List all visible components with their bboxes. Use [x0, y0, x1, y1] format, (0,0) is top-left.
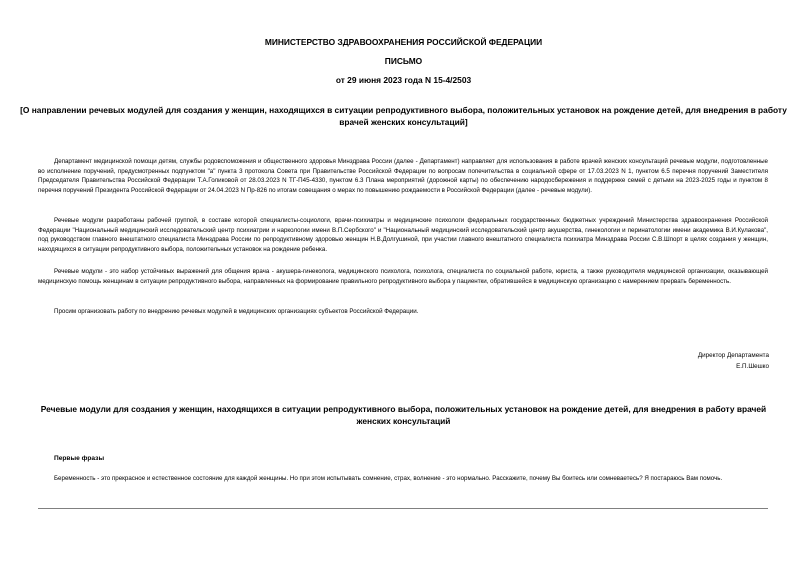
- bottom-divider: [38, 508, 768, 509]
- document-date-number: от 29 июня 2023 года N 15-4/2503: [335, 75, 472, 85]
- paragraph-4: Просим организовать работу по внедрению речевых модулей в медицинских организациях субъектов Российской Федерации.: [54, 308, 419, 315]
- paragraph-2: Речевые модули разработаны рабочей группой, в составе которой специалисты-социологи, врачи-психиатры и медицинские психологи федеральных государственных бюджетных учреждений Министерства здравоохранения Российской Федерации "Национальный медицинский исследовательский центр психиатрии и наркологии имени В.П.Сербского" и "Национальный медицинский исследовательский центр акушерства, гинекологии и перинатологии имени академика В.И.Кулакова", под руководством главного внештатного специалиста Минздрава России по репродуктивному здоровью женщин Н.В.Долгушиной, при участии главного внештатного специалиста психиатра Минздрава России С.В.Шпорт в целях создания у женщин, находящихся в ситуации репродуктивного выбора, положительных установок на рождение ребенка.: [38, 217, 768, 253]
- appendix-paragraph: Беременность - это прекрасное и естественное состояние для каждой женщины. Но при этом испытывать сомнение, страх, волнение - это нормально. Расскажите, почему Вы боитесь или сомневаетесь? Я постараюсь Вам помочь.: [54, 475, 723, 482]
- signer-name: Е.П.Шешко: [736, 363, 769, 370]
- signature-block: [698, 350, 769, 372]
- ministry-header: МИНИСТЕРСТВО ЗДРАВООХРАНЕНИЯ РОССИЙСКОЙ ФЕДЕРАЦИИ: [264, 37, 543, 47]
- section-heading: Первые фразы: [54, 455, 105, 462]
- appendix-title: Речевые модули для создания у женщин, находящихся в ситуации репродуктивного выбора, положительных установок на рождение детей, для внедрения в работу врачей женских консультаций: [40, 404, 767, 426]
- document-type: ПИСЬМО: [384, 56, 423, 66]
- signer-position: Директор Департамента: [697, 352, 769, 359]
- paragraph-3: Речевые модули - это набор устойчивых выражений для общения врача - акушера-гинеколога, медицинского психолога, психолога, специалиста по социальной работе, юриста, а также руководителя медицинской организации, оказывающей медицинскую помощь женщинам в ситуации репродуктивного выбора, направленных на формирование правильного репродуктивного выбора у пациентки, обратившейся в медицинскую организацию с намерением прервать беременность.: [38, 268, 768, 285]
- document-subject: [О направлении речевых модулей для создания у женщин, находящихся в ситуации репродуктивного выбора, положительных установок на рождение детей, для внедрения в работу врачей женских консультаций]: [20, 105, 787, 127]
- paragraph-1: Департамент медицинской помощи детям, службы родовспоможения и общественного здоровья Минздрава России (далее - Департамент) направляет для использования в работе врачей женских консультаций речевые модули, подготовленные во исполнение поручений, предусмотренных подпунктом "а" пункта 3 протокола Совета при Правительстве Российской Федерации по вопросам попечительства в социальной сфере от 17.03.2023 N 1, пунктом 6.5 перечня поручений Заместителя Председателя Правительства Российской Федерации Т.А.Голиковой от 28.03.2023 N ТГ-П45-4330, пунктом 6.3 Плана мероприятий (дорожной карты) по обеспечению народосбережения и поддержке семей с детьми на 2023-2025 годы и пунктом 8 перечня поручений Президента Российской Федерации от 24.04.2023 N Пр-826 по итогам совещания о мерах по повышению рождаемости в Российской Федерации (далее - речевые модули).: [38, 158, 768, 194]
